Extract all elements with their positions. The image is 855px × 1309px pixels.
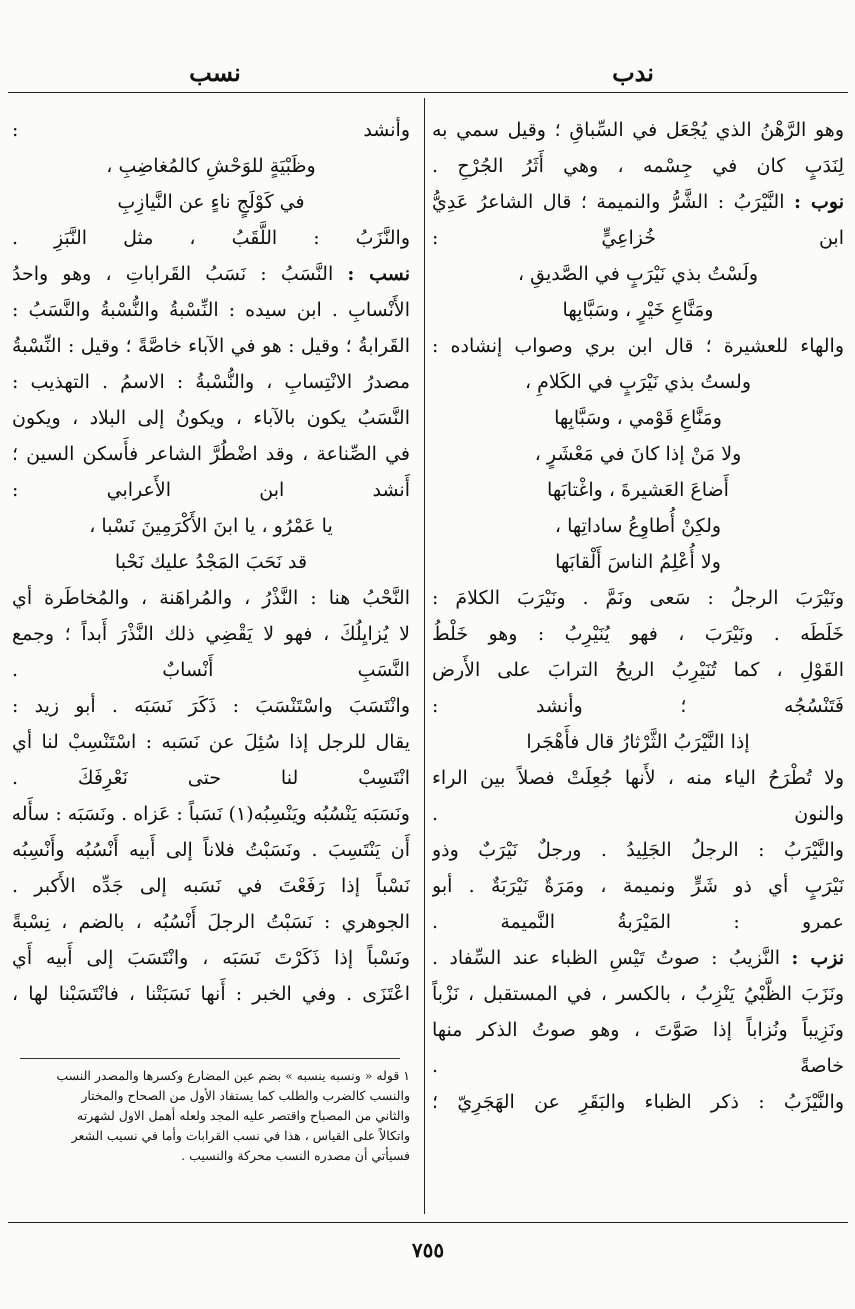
entry-line xyxy=(432,184,844,220)
verse-line: إذا النَّيْرَبُ الثَّرْثارُ قال فأَهْجَرا xyxy=(526,731,750,753)
left-column xyxy=(12,112,410,1012)
footnote xyxy=(12,1066,410,1166)
text-line: القَرابةُ ؛ وقيل : هو في الآباء خاصَّةً ؛ وقيل : النِّسْبةُ xyxy=(12,335,410,357)
column-divider xyxy=(424,98,425,1214)
text-line: أَنشد ابن الأَعرابي : xyxy=(12,479,410,501)
running-header-left: نسب xyxy=(189,58,241,87)
text-line: لا يُزايِلُكَ ، فهو لا يَقْضِي ذلك النَّذْرَ أَبداً ؛ وجمع xyxy=(12,623,410,645)
text-line: والنَّيْرَبُ : الرجلُ الجَلِيدُ . ورجلٌ نَيْرَبٌ وذو xyxy=(432,839,844,861)
verse-line: قد نَحَبَ المَجْدُ عليك نَحْبا xyxy=(114,551,308,573)
text-line: ونَزِيباً ونُزاباً إذا صَوَّتَ ، وهو صوتُ الذكر منها xyxy=(432,1019,844,1041)
running-header-right: ندب xyxy=(612,58,654,87)
entry-text: النَّسَبُ : نَسَبُ القَراباتِ ، وهو واحدُ xyxy=(12,263,348,285)
verse-line: وظَبْيَةٍ للوَحْشِ كالمُغاضِبِ ، xyxy=(106,155,316,177)
text-line: ونَيْرَبَ الرجلُ : سَعى ونَمَّ . ونَيْرَبَ الكلامَ : xyxy=(432,587,844,609)
text-line: الجوهري : نَسَبْتُ الرجلَ أَنْسُبُه ، بالضم ، نِسْبةً xyxy=(12,911,410,933)
entry-headword: نسب : xyxy=(347,263,410,285)
text-line: ونَسَبَه يَنْسُبُه ويَنْسِبُه(١) نَسَباً : عَزاه . ونَسَبَه : سأَله xyxy=(12,803,410,825)
entry-line xyxy=(12,256,410,292)
verse-line: ومَنَّاعِ قَوْمي ، وسَبَّابِها xyxy=(554,407,722,429)
text-line: والنَّيْزَبُ : ذكر الظباء والبَقَرِ عن الهَجَرِيّ ؛ xyxy=(432,1091,844,1113)
verse-line: ومَنَّاعِ خَيْرٍ ، وسَبَّابِها xyxy=(562,299,714,321)
text-line: والنَّزَبُ : اللَّقَبُ ، مثل النَّبَزِ . xyxy=(12,227,410,249)
entry-line xyxy=(432,940,844,976)
verse-line: ولَسْتُ بذي نَيْرَبٍ في الصَّديقِ ، xyxy=(518,263,758,285)
text-line: وهو الرَّهْنُ الذي يُجْعَل في السِّباقِ ؛ وقيل سمي به xyxy=(432,119,844,141)
verse-line: ولستُ بذي نَيْرَبٍ في الكَلامِ ، xyxy=(524,371,751,393)
text-line: فَتَنْسُجُه ؛ وأنشد : xyxy=(432,695,844,717)
verse-line: ولا أُعْلِمُ الناسَ أَلْقابَها xyxy=(555,551,721,573)
text-line: النَّسَبِ أَنْسابٌ . xyxy=(12,659,410,681)
text-line: النَّسَبُ يكون بالآباء ، ويكونُ إلى البلاد ، ويكون xyxy=(12,407,410,429)
text-line: ونَسْباً إذا ذَكَرْتَ نَسَبَه ، وانْتَسَبَ إلى أَبيه أَي xyxy=(12,947,410,969)
text-line: القَوْلِ ، كما تُنَيْرِبُ الريحُ الترابَ على الأَرض xyxy=(432,659,844,681)
header-rule xyxy=(8,92,848,93)
text-line: مصدرُ الانْتِسابِ ، والنُّسْبةُ : الاسمُ . التهذيب : xyxy=(12,371,410,393)
footnote-rule xyxy=(20,1058,400,1059)
verse-line: أَضاعَ العَشيرةَ ، واغْتابَها xyxy=(547,479,729,501)
text-line: لِنَدَبٍ كان في جِسْمه ، وهي أَثَرُ الجُرْحِ . xyxy=(432,155,844,177)
text-line: النَّحْبُ هنا : النَّذْرُ ، والمُراهَنة ، والمُخاطَرة أي xyxy=(12,587,410,609)
text-line: نَيْرَبٍ أي ذو شَرٍّ ونميمة ، ومَرَةٌ نَيْرَبَةٌ . أبو xyxy=(432,875,844,897)
text-line: نَسْباً إذا رَفَعْتَ في نَسَبه إلى جَدِّه الأَكبر . xyxy=(12,875,410,897)
text-line: الأَنْسابِ . ابن سيده : النِّسْبةُ والنُّسْبةُ والنَّسَبُ : xyxy=(12,299,410,321)
right-column xyxy=(432,112,844,1120)
verse-line: في كَوْلَجٍ ناءٍ عن النَّيازِبِ xyxy=(117,191,305,213)
footnote-line: واتكالاً على القياس ، هذا في نسب القرابات وأما في نسيب الشعر xyxy=(71,1128,410,1143)
verse-line: يا عَمْرُو ، يا ابنَ الأَكْرَمِينَ نَسْبا ، xyxy=(89,515,333,537)
verse-line: ولا مَنْ إذا كانَ في مَعْشَرٍ ، xyxy=(534,443,742,465)
text-line: انْتَسِبْ لنا حتى نَعْرِفَكَ . xyxy=(12,767,410,789)
text-line: ونَزَبَ الظَّبْيُ يَنْزِبُ ، بالكسر ، في المستقبل ، نَزْباً xyxy=(432,983,844,1005)
text-line: والهاء للعشيرة ؛ قال ابن بري وصواب إنشاده : xyxy=(432,335,844,357)
text-line: يقال للرجل إذا سُئِلَ عن نَسَبه : اسْتَنْسِبْ لنا أي xyxy=(12,731,410,753)
text-line: والنون . xyxy=(432,803,844,825)
footnote-line: والثاني من المصباح واقتصر عليه المجد ولعله أهمل الاول لشهرته xyxy=(77,1108,410,1123)
verse-line: ولكِنْ أُطاوِعُ ساداتِها ، xyxy=(554,515,722,537)
text-line: في الصِّناعة ، وقد اضْطُرَّ الشاعر فأَسكن السين ؛ xyxy=(12,443,410,465)
text-line: اعْتَزَى . وفي الخبر : أَنها نَسَبَتْنا ، فانْتَسَبْنا لها ، xyxy=(12,983,410,1005)
text-line: ولا تُطْرَحُ الياء منه ، لأَنها جُعِلَتْ فصلاً بين الراء xyxy=(432,767,844,789)
footnote-line: ١ قوله « ونسبه ينسبه » بضم عين المضارع وكسرها والمصدر النسب xyxy=(56,1068,410,1083)
text-line: وأنشد : xyxy=(12,119,410,141)
page-number: ٧٥٥ xyxy=(411,1238,445,1262)
text-line: عمرو : المَيْرَبةُ النَّميمة . xyxy=(432,911,844,933)
entry-headword: نزب : xyxy=(791,947,844,969)
text-line: وانْتَسَبَ واسْتَنْسَبَ : ذَكَرَ نَسَبَه . أبو زيد : xyxy=(12,695,410,717)
text-line: ابن خُزاعِيٍّ : xyxy=(432,227,844,249)
entry-text: النَّزيبُ : صوتُ تَيْسِ الظباء عند السِّفاد . xyxy=(432,947,792,969)
entry-text: النَّيْرَبُ : الشَّرُّ والنميمة ؛ قال الشاعرُ عَدِيُّ xyxy=(432,191,794,213)
footnote-line: والنسب كالضرب والطلب كما يستفاد الأول من الصحاح والمختار xyxy=(81,1088,410,1103)
text-line: أَن يَنْتَسِبَ . ونَسَبْتُ فلاناً إلى أَبيه أَنْسُبُه وأَنْسِبُه xyxy=(12,839,410,861)
text-line: خاصةً . xyxy=(432,1055,844,1077)
footer-rule xyxy=(8,1222,848,1223)
footnote-line: فسيأتي أن مصدره النسب محركة والنسيب . xyxy=(181,1148,410,1163)
entry-headword: نوب : xyxy=(793,191,844,213)
text-line: خَلَطَه . ونَيْرَبَ ، فهو يُنَيْرِبُ : وهو خَلْطُ xyxy=(432,623,844,645)
